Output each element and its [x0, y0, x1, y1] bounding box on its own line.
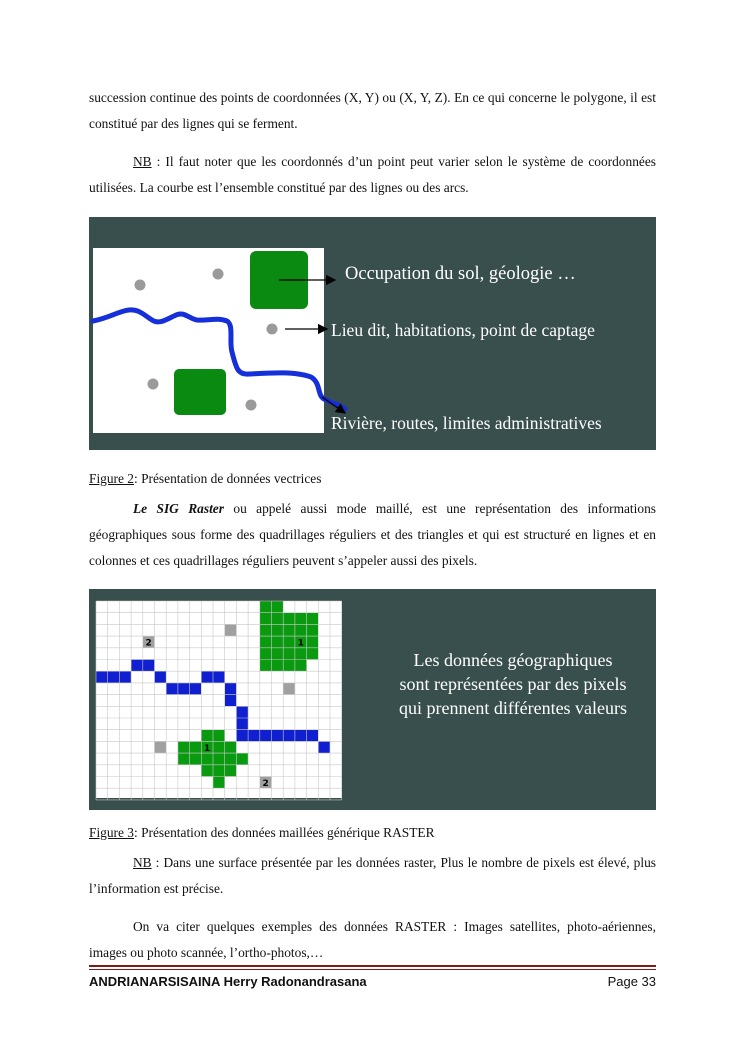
raster-cell-blue — [213, 671, 225, 683]
figure3-caption-text: : Présentation des données maillées générique RASTER — [134, 825, 435, 840]
raster-cell-blue — [155, 671, 167, 683]
paragraph-nb-pixels — [89, 850, 656, 902]
raster-cell-green — [283, 613, 295, 625]
raster-cell-green — [213, 777, 225, 789]
raster-cell-green — [260, 613, 272, 625]
raster-cell-green — [272, 601, 284, 613]
raster-text-line-2: sont représentées par des pixels — [399, 674, 627, 694]
raster-cell-blue — [295, 730, 307, 742]
paragraph-sig-raster — [89, 496, 656, 574]
raster-cell-green — [225, 765, 237, 777]
raster-cell-blue — [178, 683, 190, 695]
raster-text-line-3: qui prennent différentes valeurs — [398, 698, 628, 718]
label-point: Lieu dit, habitations, point de captage — [331, 320, 595, 340]
nb-label: NB — [133, 855, 152, 870]
raster-cell-green — [178, 753, 190, 765]
footer-rule — [89, 969, 656, 970]
raster-cell-green — [190, 753, 202, 765]
paragraph-nb-coordinates — [89, 149, 656, 201]
polygon-shape — [174, 369, 226, 415]
raster-cell-green — [283, 660, 295, 672]
raster-cell-grey — [283, 683, 295, 695]
raster-cell-green — [236, 753, 248, 765]
raster-cell-blue — [248, 730, 260, 742]
raster-cell-green — [307, 648, 319, 660]
raster-cell-green — [213, 753, 225, 765]
figure2-caption-label: Figure 2 — [89, 471, 135, 486]
point-marker — [148, 379, 159, 390]
raster-cell-green — [295, 613, 307, 625]
raster-cell-green — [307, 636, 319, 648]
figure3-caption — [89, 824, 435, 842]
raster-cell-blue — [307, 730, 319, 742]
footer-author: ANDRIANARSISAINA Herry Radonandrasana — [89, 974, 367, 989]
raster-cell-green — [272, 613, 284, 625]
figure-raster-data — [89, 589, 656, 810]
paragraph-continuation: succession continue des points de coordonnées (X, Y) ou (X, Y, Z). En ce qui concerne le polygone, il est constitué par des lignes qui se ferment. — [89, 90, 656, 131]
raster-cell-green — [213, 741, 225, 753]
raster-cell-label: 1 — [297, 638, 304, 649]
raster-cell-green — [201, 730, 213, 742]
point-marker — [246, 400, 257, 411]
raster-cell-green — [260, 660, 272, 672]
raster-cell-green — [178, 741, 190, 753]
raster-cell-grey — [225, 624, 237, 636]
raster-cell-blue — [283, 730, 295, 742]
raster-cell-label: 1 — [204, 743, 211, 754]
raster-cell-green — [272, 624, 284, 636]
raster-cell-green — [272, 660, 284, 672]
raster-cell-green — [260, 636, 272, 648]
raster-cell-green — [260, 624, 272, 636]
raster-cell-blue — [236, 718, 248, 730]
raster-cell-green — [201, 765, 213, 777]
raster-cell-blue — [236, 706, 248, 718]
figure-vector-data — [89, 217, 656, 450]
sig-raster-term: Le SIG Raster — [133, 501, 224, 516]
raster-cell-green — [307, 624, 319, 636]
raster-cell-green — [225, 753, 237, 765]
raster-cell-green — [213, 730, 225, 742]
raster-cell-green — [283, 636, 295, 648]
raster-cell-green — [201, 753, 213, 765]
raster-cell-green — [295, 660, 307, 672]
label-line: Rivière, routes, limites administratives — [331, 413, 602, 433]
label-polygon: Occupation du sol, géologie … — [345, 264, 576, 284]
raster-cell-green — [295, 648, 307, 660]
sig-raster-text: ou appelé aussi mode maillé, est une représentation des informations géographiques sous forme des quadrillages réguliers et des triangles et qui est structuré en lignes et en colonnes et ces quadrillages réguliers peuvent s’appeler aussi des pixels. — [89, 501, 656, 568]
raster-cell-label: 2 — [145, 638, 152, 649]
footer-rule — [89, 965, 656, 967]
figure2-caption-text: : Présentation de données vectrices — [134, 471, 322, 486]
raster-cell-green — [272, 636, 284, 648]
raster-cell-blue — [119, 671, 131, 683]
raster-cell-green — [260, 648, 272, 660]
raster-cell-label: 2 — [262, 778, 269, 789]
paragraph-raster-examples: On va citer quelques exemples des données RASTER : Images satellites, photo-aériennes, images ou photo scannée, l’ortho-photos,… — [89, 919, 656, 960]
raster-text-line-1: Les données géographiques — [413, 650, 613, 670]
nb-text: : Dans une surface présentée par les données raster, Plus le nombre de pixels est élevé, plus l’information est précise. — [89, 855, 656, 896]
point-marker — [135, 280, 146, 291]
footer-page-number: Page 33 — [607, 974, 656, 989]
raster-cell-blue — [96, 671, 108, 683]
raster-cell-blue — [225, 695, 237, 707]
raster-cell-blue — [108, 671, 120, 683]
raster-cell-green — [295, 624, 307, 636]
raster-cell-blue — [131, 660, 143, 672]
raster-cell-green — [283, 624, 295, 636]
raster-cell-blue — [201, 671, 213, 683]
raster-cell-blue — [190, 683, 202, 695]
raster-cell-green — [225, 741, 237, 753]
point-marker — [267, 324, 278, 335]
raster-cell-blue — [318, 741, 330, 753]
raster-cell-blue — [143, 660, 155, 672]
raster-cell-green — [213, 765, 225, 777]
raster-cell-blue — [166, 683, 178, 695]
figure3-caption-label: Figure 3 — [89, 825, 135, 840]
raster-cell-blue — [225, 683, 237, 695]
point-marker — [213, 269, 224, 280]
figure2-caption — [89, 470, 321, 488]
raster-cell-green — [260, 601, 272, 613]
raster-cell-green — [283, 648, 295, 660]
raster-cell-grey — [155, 741, 167, 753]
raster-cell-green — [190, 741, 202, 753]
raster-cell-blue — [236, 730, 248, 742]
raster-cell-blue — [260, 730, 272, 742]
raster-cell-green — [307, 613, 319, 625]
raster-cell-green — [272, 648, 284, 660]
raster-cell-blue — [272, 730, 284, 742]
nb-text: : Il faut noter que les coordonnés d’un point peut varier selon le système de coordonnées utilisées. La courbe est l’ensemble constitué par des lignes ou des arcs. — [89, 154, 656, 195]
nb-label: NB — [133, 154, 152, 169]
